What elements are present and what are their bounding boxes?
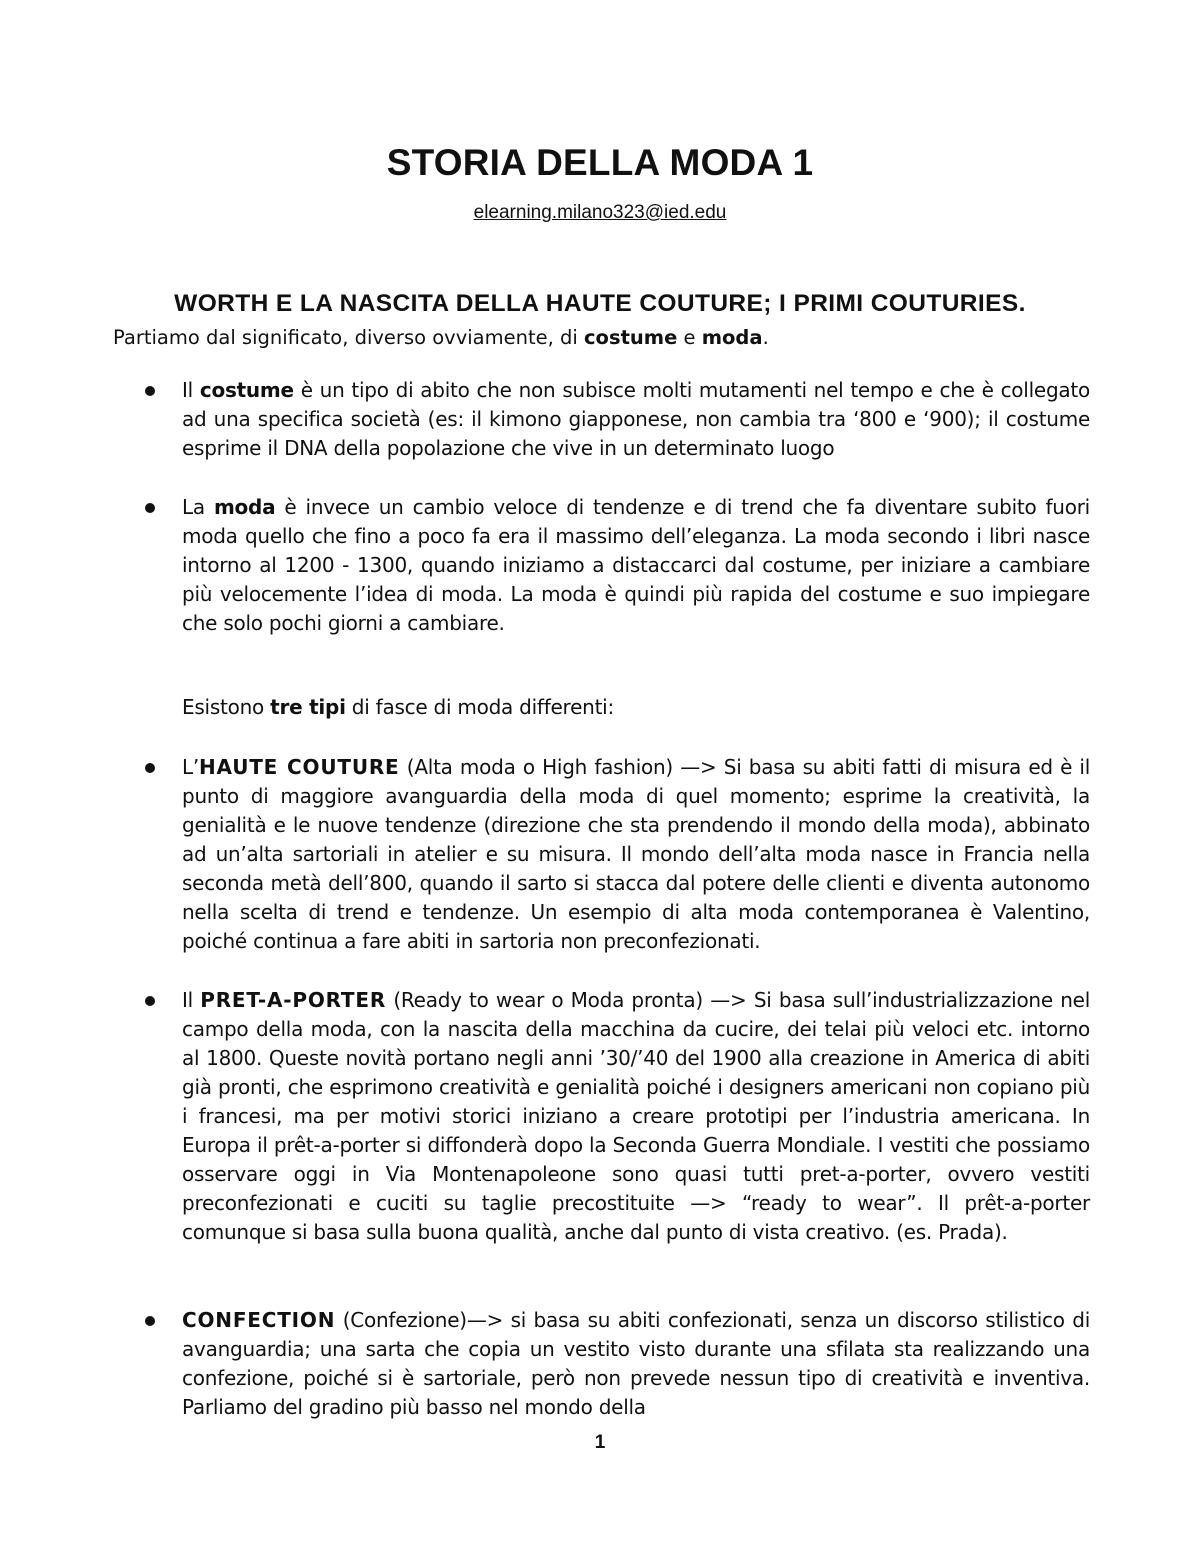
intro-term-moda: moda: [701, 326, 763, 349]
types-intro: [182, 695, 614, 719]
intro-text-mid: e: [677, 326, 702, 349]
page-number: 1: [594, 1432, 606, 1453]
list-item-moda: [182, 493, 1090, 638]
list-item-costume: [182, 376, 1090, 463]
intro-term-costume: costume: [584, 326, 678, 349]
types-intro-post: di fasce di moda differenti:: [345, 695, 614, 719]
list-item-haute-couture: [182, 753, 1090, 956]
bullet-icon: [145, 1316, 155, 1326]
types-intro-term: tre tipi: [270, 695, 346, 719]
bullet-icon: [145, 503, 155, 513]
bullet-icon: [145, 386, 155, 396]
types-intro-pre: Esistono: [182, 695, 271, 719]
list-item-confection: [182, 1306, 1090, 1422]
email-link[interactable]: elearning.milano323@ied.edu: [473, 202, 727, 223]
intro-text-end: .: [762, 326, 769, 349]
list-item-term: HAUTE COUTURE: [199, 755, 400, 779]
list-item-text: è invece un cambio veloce di tendenze e di trend che fa diventare subito fuori moda quello che fino a poco fa era il massimo dell’eleganza. La moda secondo i libri nasce intorno al 1200 - 1300, quando iniziamo a distaccarci dal costume, per iniziare a cambiare più velocemente l’idea di moda. La moda è quindi più rapida del costume e suo impiegare che solo pochi giorni a cambiare.: [182, 495, 1090, 635]
intro-text-pre: Partiamo dal significato, diverso ovviamente, di: [113, 326, 584, 349]
list-item-pre: Il: [182, 378, 200, 402]
list-item-text: (Confezione)—> si basa su abiti confezionati, senza un discorso stilistico di avanguardia; una sarta che copia un vestito visto durante una sfilata sta realizzando una confezione, poiché si è sartoriale, però non prevede nessun tipo di creatività e inventiva. Parliamo del gradino più basso nel mondo della: [182, 1308, 1090, 1419]
list-item-pre: L’: [182, 755, 199, 779]
list-item-term: costume: [199, 378, 294, 402]
intro-paragraph: [113, 326, 769, 349]
list-item-pre: Il: [182, 988, 201, 1012]
bullet-icon: [145, 996, 155, 1006]
list-item-pret-a-porter: [182, 986, 1090, 1247]
list-item-text: (Alta moda o High fashion) —> Si basa su abiti fatti di misura ed è il punto di maggiore avanguardia della moda di quel momento; esprime la creatività, la genialità e le nuove tendenze (direzione che sta prendendo il mondo della moda), abbinato ad un’alta sartoriali in atelier e su misura. Il mondo dell’alta moda nasce in Francia nella seconda metà dell’800, quando il sarto si stacca dal potere delle clienti e diventa autonomo nella scelta di trend e tendenze. Un esempio di alta moda contemporanea è Valentino, poiché continua a fare abiti in sartoria non preconfezionati.: [182, 755, 1091, 953]
section-heading: WORTH E LA NASCITA DELLA HAUTE COUTURE; I PRIMI COUTURIES.: [174, 290, 1026, 317]
list-item-term: moda: [213, 495, 276, 519]
list-item-term: PRET-A-PORTER: [200, 988, 387, 1012]
list-item-pre: La: [182, 495, 214, 519]
list-item-text: è un tipo di abito che non subisce molti mutamenti nel tempo e che è collegato ad una specifica società (es: il kimono giapponese, non cambia tra ‘800 e ‘900); il costume esprime il DNA della popolazione che vive in un determinato luogo: [182, 378, 1090, 460]
bullet-icon: [145, 763, 155, 773]
page-title: STORIA DELLA MODA 1: [386, 142, 814, 183]
list-item-term: CONFECTION: [182, 1308, 336, 1332]
list-item-text: (Ready to wear o Moda pronta) —> Si basa sull’industrializzazione nel campo della moda, con la nascita della macchina da cucire, dei telai più veloci etc. intorno al 1800. Queste novità portano negli anni ’30/’40 del 1900 alla creazione in America di abiti già pronti, che esprimono creatività e genialità poiché i designers americani non copiano più i francesi, ma per motivi storici iniziano a creare prototipi per l’industria americana. In Europa il prêt-a-porter si diffonderà dopo la Seconda Guerra Mondiale. I vestiti che possiamo osservare oggi in Via Montenapoleone sono quasi tutti pret-a-porter, ovvero vestiti preconfezionati e cuciti su taglie precostituite —> “ready to wear”. Il prêt-a-porter comunque si basa sulla buona qualità, anche dal punto di vista creativo. (es. Prada).: [182, 988, 1091, 1244]
